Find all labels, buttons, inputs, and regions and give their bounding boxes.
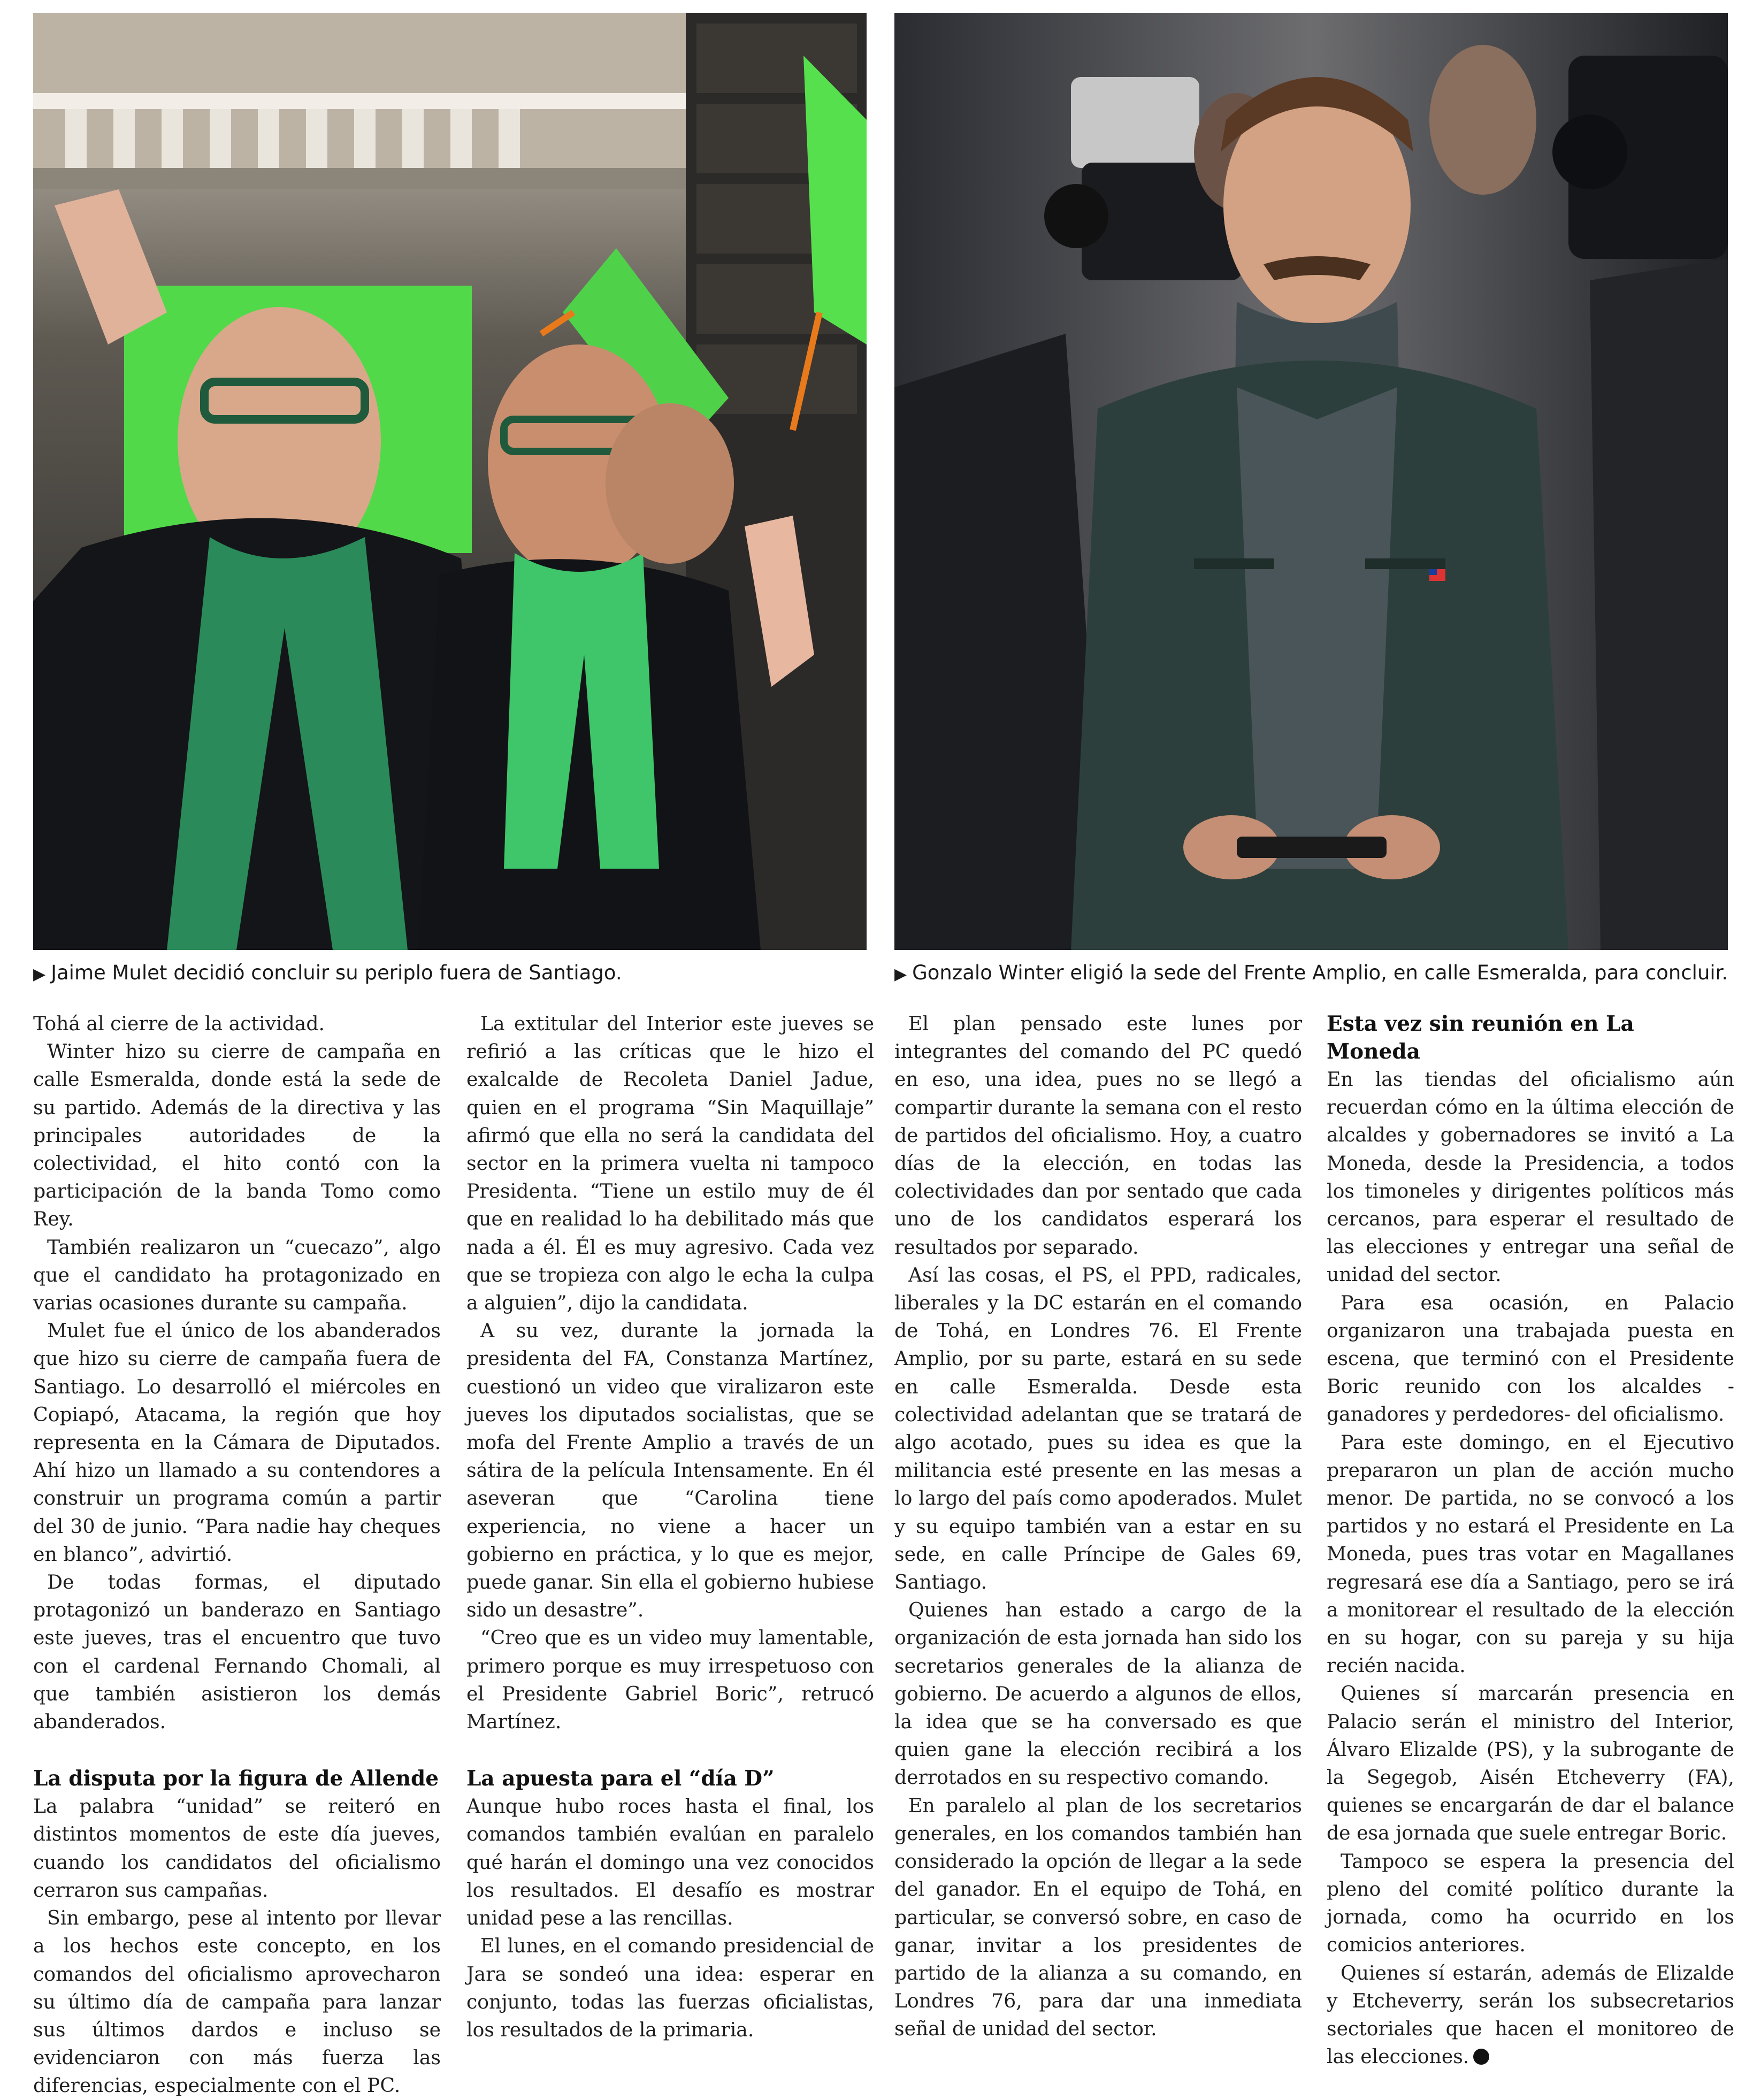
paragraph: La extitular del Interior este jueves se refirió a las críticas que le hizo el exalcalde de Recoleta Daniel Jadue, quien en el programa “Sin Maquillaje” afirmó que ella no será la candidata del sector en la primera vuelta ni tampoco Presidenta. “Tiene un estilo muy de él que en realidad lo ha debilitado más que nada a él. Él es muy agresivo. Cada vez que se tropieza con algo le echa la culpa a alguien”, dijo la candidata. — [466, 1012, 874, 1315]
photo-caption-left — [33, 954, 867, 992]
end-mark-icon — [1473, 2049, 1489, 2065]
triangle-right-icon: ▶ — [33, 965, 46, 984]
photo-caption-right — [894, 954, 1728, 992]
paragraph: Quienes han estado a cargo de la organización de esta jornada han sido los secretarios generales de la alianza de gobierno. De acuerdo a algunos de ellos, la idea que se ha conversado es que quien gane la elección recibirá a los derrotados en su respectivo comando. — [894, 1598, 1302, 1789]
paragraph: Tampoco se espera la presencia del pleno del comité político durante la jornada, como ha ocurrido en los comicios anteriores. — [1327, 1849, 1734, 1957]
paragraph: Tohá al cierre de la actividad. — [33, 1012, 325, 1035]
photo-winter-illustration — [894, 13, 1728, 950]
paragraph-text: Quienes sí estarán, además de Elizalde y Etcheverry, serán los subsecretarios sectoriales que hacen el monitoreo de las elecciones. — [1327, 1961, 1734, 2068]
paragraph: Sin embargo, pese al intento por llevar a los hechos este concepto, en los comandos del oficialismo aprovecharon su último día de campaña para lanzar sus últimos dardos e incluso se evidenciaron con más fuerza las diferencias, especialmente con el PC. — [33, 1906, 441, 2097]
paragraph: “Creo que es un video muy lamentable, primero porque es muy irrespetuoso con el Presidente Gabriel Boric”, retrucó Martínez. — [466, 1626, 874, 1734]
photo-mulet-banderazo — [33, 13, 867, 950]
section-heading: La apuesta para el “día D” — [466, 1766, 775, 1791]
triangle-right-icon: ▶ — [894, 965, 907, 984]
article-column-4 — [1327, 1010, 1734, 2071]
paragraph: Para esa ocasión, en Palacio organizaron una trabajada puesta en escena, que terminó con el Presidente Boric reunido con los alcaldes -ganadores y perdedores- del oficialismo. — [1327, 1291, 1734, 1426]
photo-mulet-illustration — [33, 13, 867, 950]
paragraph: El plan pensado este lunes por integrantes del comando del PC quedó en eso, una idea, pues no se llegó a compartir durante la semana con el resto de partidos del oficialismo. Hoy, a cuatro días de la elección, en todas las colectividades dan por sentado que cada uno de los candidatos esperará los resultados por separado. — [894, 1012, 1302, 1259]
section-heading: Esta vez sin reunión en La Moneda — [1327, 1011, 1634, 1064]
paragraph: Winter hizo su cierre de campaña en calle Esmeralda, donde está la sede de su partido. Además de la directiva y las principales autoridades de la colectividad, el hito contó con la participación de la banda Tomo como Rey. — [33, 1040, 441, 1231]
paragraph: Así las cosas, el PS, el PPD, radicales, liberales y la DC estarán en el comando de Tohá, en Londres 76. El Frente Amplio, por su parte, estará en su sede en calle Esmeralda. Desde esta colectividad adelantan que se tratará de algo acotado, pues su idea es que la militancia esté presente en las mesas a lo largo del país como apoderados. Mulet y su equipo también van a estar en su sede, en calle Príncipe de Gales 69, Santiago. — [894, 1263, 1302, 1594]
paragraph: La palabra “unidad” se reiteró en distintos momentos de este día jueves, cuando los candidatos del oficialismo cerraron sus campañas. — [33, 1795, 441, 1902]
paragraph: A su vez, durante la jornada la presidenta del FA, Constanza Martínez, cuestionó un video que viralizaron este jueves los diputados socialistas, que se mofa del Frente Amplio a través de un sátira de la película Intensamente. En él aseveran que “Carolina tiene experiencia, no viene a hacer un gobierno en práctica, y lo que es mejor, puede ganar. Sin ella el gobierno hubiese sido un desastre”. — [466, 1319, 874, 1622]
article-column-3 — [894, 1010, 1302, 2043]
paragraph: Para este domingo, en el Ejecutivo prepararon un plan de acción mucho menor. De partida, no se convocó a los partidos y no estará el Presidente en La Moneda, pues tras votar en Magallanes regresará ese día a Santiago, pero se irá a monitorear el resultado de la elección en su hogar, con su pareja y su hija recién nacida. — [1327, 1430, 1734, 1677]
paragraph: En las tiendas del oficialismo aún recuerdan cómo en la última elección de alcaldes y gobernadores se invitó a La Moneda, desde la Presidencia, a todos los timoneles y dirigentes políticos más cercanos, para esperar el resultado de las elecciones y entregar una señal de unidad del sector. — [1327, 1068, 1734, 1286]
section-heading: La disputa por la figura de Allende — [33, 1766, 439, 1791]
photo-winter — [894, 13, 1728, 950]
paragraph: De todas formas, el diputado protagonizó un banderazo en Santiago este jueves, tras el encuentro que tuvo con el cardenal Fernando Chomali, al que también asistieron los demás abanderados. — [33, 1570, 441, 1734]
paragraph: Aunque hubo roces hasta el final, los comandos también evalúan en paralelo qué harán el domingo una vez conocidos los resultados. El desafío es mostrar unidad pese a las rencillas. — [466, 1795, 874, 1930]
article-column-1 — [33, 1010, 441, 2100]
paragraph: Quienes sí marcarán presencia en Palacio serán el ministro del Interior, Álvaro Elizalde (PS), y la subrogante de la Segegob, Aisén Etcheverry (FA), quienes se encargarán de dar el balance de esa jornada que suele entregar Boric. — [1327, 1682, 1734, 1845]
caption-text: Gonzalo Winter eligió la sede del Frente Amplio, en calle Esmeralda, para concluir. — [912, 961, 1728, 984]
paragraph: En paralelo al plan de los secretarios generales, en los comandos también han considerado la opción de llegar a la sede del ganador. En el equipo de Tohá, en particular, se conversó sobre, en caso de ganar, invitar a los presidentes de partido de la alianza a su comando, en Londres 76, para dar una inmediata señal de unidad del sector. — [894, 1794, 1302, 2041]
caption-text: Jaime Mulet decidió concluir su periplo fuera de Santiago. — [51, 961, 622, 984]
paragraph — [1327, 1959, 1734, 2071]
paragraph: El lunes, en el comando presidencial de Jara se sondeó una idea: esperar en conjunto, todas las fuerzas oficialistas, los resultados de la primaria. — [466, 1934, 874, 2041]
article-column-2 — [466, 1010, 874, 2044]
paragraph: También realizaron un “cuecazo”, algo que el candidato ha protagonizado en varias ocasiones durante su campaña. — [33, 1235, 441, 1315]
paragraph: Mulet fue el único de los abanderados que hizo su cierre de campaña fuera de Santiago. Lo desarrolló el miércoles en Copiapó, Atacama, la región que hoy representa en la Cámara de Diputados. Ahí hizo un llamado a su contendores a construir un programa común a partir del 30 de junio. “Para nadie hay cheques en blanco”, advirtió. — [33, 1319, 441, 1566]
